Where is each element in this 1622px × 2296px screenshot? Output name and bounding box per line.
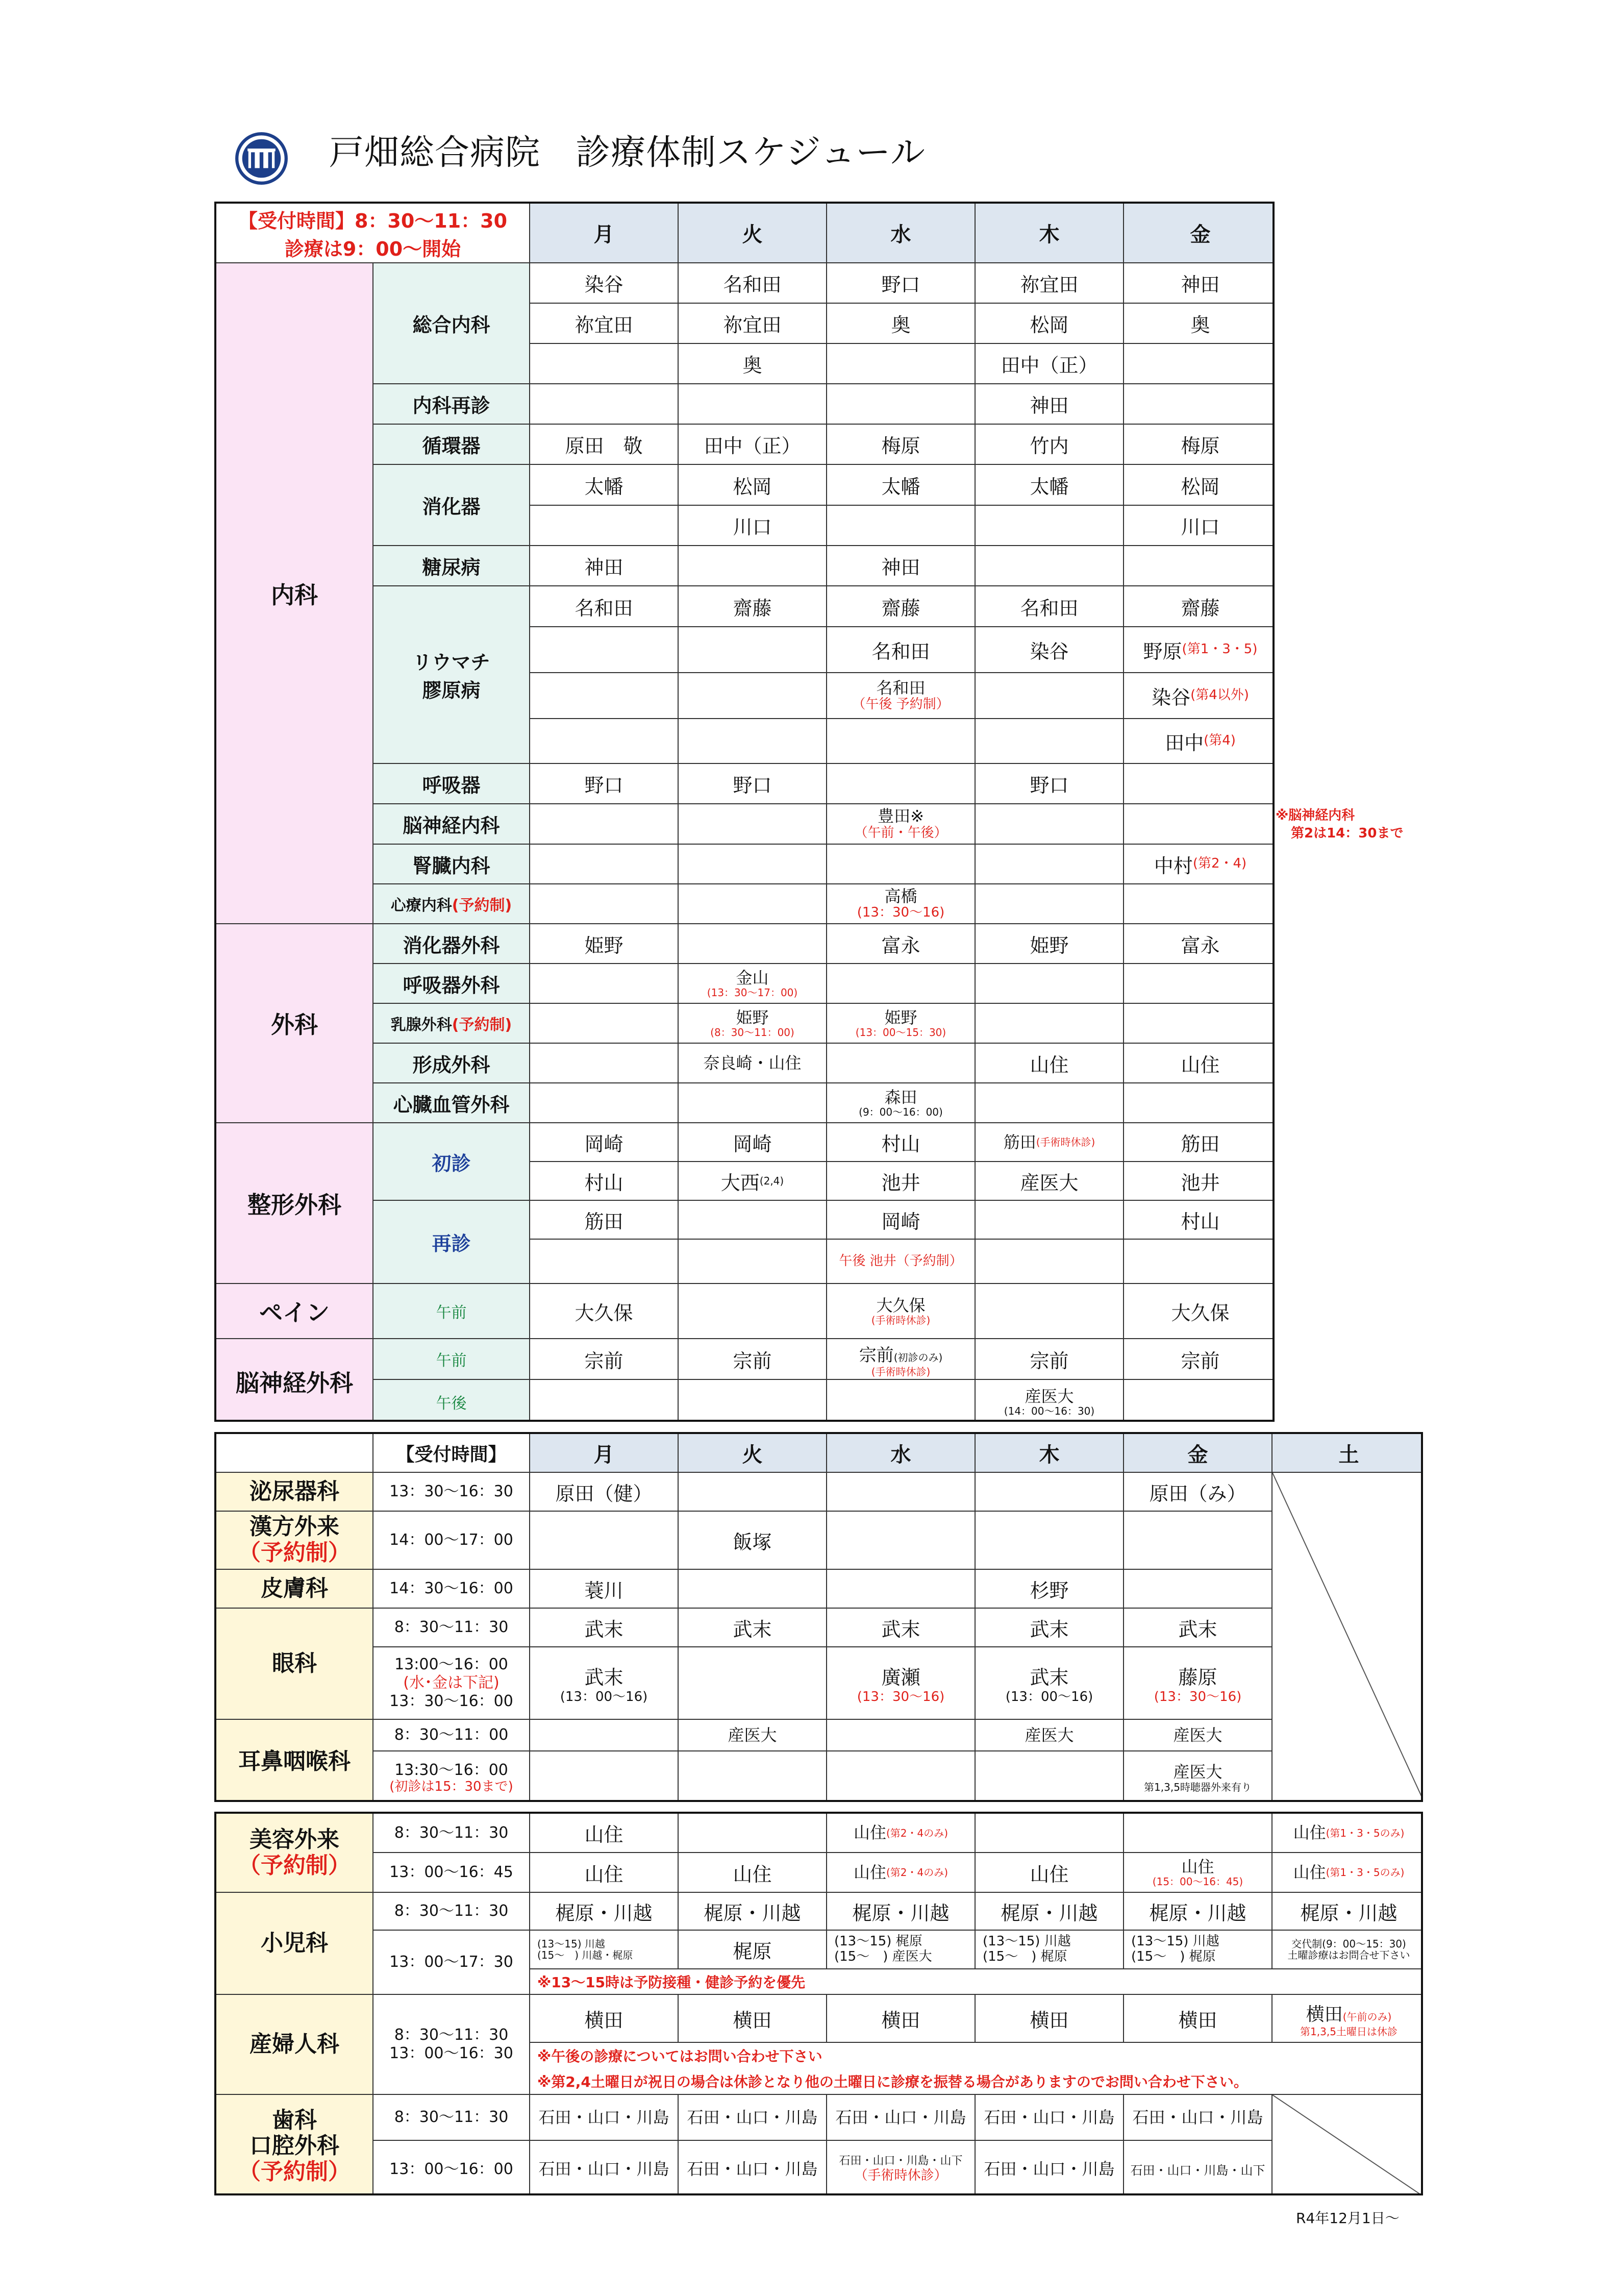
s2-day-wed: 水 (827, 1434, 976, 1473)
shika-time2: 13：00〜16：00 (373, 2141, 530, 2195)
jinzo-mon (530, 845, 679, 884)
sogo-r3-thu: 田中（正） (976, 344, 1124, 384)
s2-day-thu: 木 (976, 1434, 1124, 1473)
shoka-r1-mon: 太幡 (530, 465, 679, 506)
shika-r2-mon: 石田・山口・川島 (530, 2141, 679, 2195)
kampo-tue: 飯塚 (679, 1512, 827, 1570)
kokyugeka-tue: 金山 (13：30〜17：00) (679, 964, 827, 1004)
dept-kokyuki: 呼吸器 (373, 764, 530, 804)
sogo-r3-wed (827, 344, 976, 384)
shoni-r1-tue: 梶原・川越 (679, 1893, 827, 1931)
hifu-fri (1124, 1570, 1272, 1609)
keisei-fri: 山住 (1124, 1044, 1275, 1083)
ganka-r2-fri: 藤原 (13：30〜16) (1124, 1647, 1272, 1720)
reception-time-cell: 【受付時間】8：30〜11：30 診療は9：00〜開始 (216, 204, 530, 263)
dept-rheumatology: リウマチ 膠原病 (373, 586, 530, 764)
biyo-r2-mon: 山住 (530, 1853, 679, 1893)
pain-wed: 大久保 (手術時休診) (827, 1284, 976, 1339)
shinryo-fri (1124, 884, 1275, 924)
jibi-r2-thu (976, 1751, 1124, 1802)
seikei-saishin: 再診 (373, 1201, 530, 1284)
dept-ganka: 眼科 (216, 1609, 373, 1720)
category-noshinkei-geka: 脳神経外科 (216, 1339, 373, 1422)
naika-geka-schedule-table (214, 202, 1275, 1422)
biyo-r1-mon: 山住 (530, 1814, 679, 1853)
noshinkei-fri (1124, 804, 1275, 845)
dept-naika-saishin: 内科再診 (373, 384, 530, 425)
pain-gozen: 午前 (373, 1284, 530, 1339)
shinzo-tue (679, 1083, 827, 1123)
noge-am-thu: 宗前 (976, 1339, 1124, 1380)
shoka-r1-wed: 太幡 (827, 465, 976, 506)
shika-time1: 8：30〜11：30 (373, 2095, 530, 2141)
dept-sanfujinka: 産婦人科 (216, 1995, 373, 2095)
nyusen-wed: 姫野 (13：00〜15：30) (827, 1004, 976, 1044)
saishin-tue (679, 384, 827, 425)
shika-r1-wed: 石田・山口・川島 (827, 2095, 976, 2141)
biyo-r1-tue (679, 1814, 827, 1853)
ganka-r1-wed: 武末 (827, 1609, 976, 1647)
other-depts-table (214, 1432, 1423, 1802)
dept-shonika: 小児科 (216, 1893, 373, 1995)
noge-gozen: 午前 (373, 1339, 530, 1380)
saishin-wed (827, 384, 976, 425)
shoni-r2-tue: 梶原 (679, 1931, 827, 1969)
keisei-wed (827, 1044, 976, 1083)
category-seikei-geka: 整形外科 (216, 1123, 373, 1284)
sanfu-sat: 横田(午前のみ) 第1,3,5土曜日は休診 (1272, 1995, 1423, 2043)
keisei-mon (530, 1044, 679, 1083)
biyo-r2-thu: 山住 (976, 1853, 1124, 1893)
saishin2-r2-fri (1124, 1240, 1275, 1284)
sogo-r3-tue: 奥 (679, 344, 827, 384)
shoka-r2-tue: 川口 (679, 506, 827, 546)
rheum-r3-tue (679, 673, 827, 719)
sanfu-mon: 横田 (530, 1995, 679, 2043)
kampo-fri (1124, 1512, 1272, 1570)
dept-jinzo-naika: 腎臓内科 (373, 845, 530, 884)
shoka-r2-wed (827, 506, 976, 546)
s2-day-mon: 月 (530, 1434, 679, 1473)
biyo-r2-fri: 山住 (15：00〜16：45) (1124, 1853, 1272, 1893)
dept-junkanki: 循環器 (373, 425, 530, 465)
kokyu-thu: 野口 (976, 764, 1124, 804)
shoka-r1-tue: 松岡 (679, 465, 827, 506)
ganka-r2-thu: 武末 (13：00〜16) (976, 1647, 1124, 1720)
biyo-r1-sat: 山住 (第1・3・5のみ) (1272, 1814, 1423, 1853)
rheum-r4-fri: 田中 (第4) (1124, 719, 1275, 764)
junkan-mon: 原田 敬 (530, 425, 679, 465)
shoshin-r2-thu: 産医大 (976, 1162, 1124, 1201)
hinyo-wed (827, 1473, 976, 1512)
day-header-thu: 木 (976, 204, 1124, 263)
effective-date: R4年12月1日〜 (1296, 2210, 1400, 2227)
shoshin-r1-mon: 岡崎 (530, 1123, 679, 1162)
day-header-wed: 水 (827, 204, 976, 263)
jibi-r1-thu: 産医大 (976, 1720, 1124, 1751)
saishin-mon (530, 384, 679, 425)
shoni-r2-mon: (13〜15) 川越 (15〜 ) 川越・梶原 (530, 1931, 679, 1969)
kokyu-mon: 野口 (530, 764, 679, 804)
rheum-r1-fri: 齋藤 (1124, 586, 1275, 627)
shokageka-thu: 姫野 (976, 924, 1124, 964)
saishin2-r1-mon: 筋田 (530, 1201, 679, 1240)
shoni-r1-wed: 梶原・川越 (827, 1893, 976, 1931)
s2-day-sat: 土 (1272, 1434, 1423, 1473)
shinryo-mon (530, 884, 679, 924)
shoshin-r1-wed: 村山 (827, 1123, 976, 1162)
kokyugeka-thu (976, 964, 1124, 1004)
sogo-r1-thu: 祢宜田 (976, 263, 1124, 304)
jibi-r1-mon (530, 1720, 679, 1751)
noshinkei-wed: 豊田※ （午前・午後） (827, 804, 976, 845)
saishin2-r2-thu (976, 1240, 1124, 1284)
shoshin-r2-fri: 池井 (1124, 1162, 1275, 1201)
category-geka: 外科 (216, 924, 373, 1123)
shinryo-wed: 高橋 (13：30〜16) (827, 884, 976, 924)
nyusen-mon (530, 1004, 679, 1044)
hifu-tue (679, 1570, 827, 1609)
jibi-r2-tue (679, 1751, 827, 1802)
kampo-mon (530, 1512, 679, 1570)
noge-pm-mon (530, 1380, 679, 1422)
noshinkei-mon (530, 804, 679, 845)
tonyo-tue (679, 546, 827, 586)
shinzo-mon (530, 1083, 679, 1123)
shoka-r1-fri: 松岡 (1124, 465, 1275, 506)
shoni-r2-fri: (13〜15) 川越 (15〜 ) 梶原 (1124, 1931, 1272, 1969)
shoshin-r1-fri: 筋田 (1124, 1123, 1275, 1162)
shinryo-thu (976, 884, 1124, 924)
sogo-r1-tue: 名和田 (679, 263, 827, 304)
dept-nyusen-geka: 乳腺外科 (予約制) (373, 1004, 530, 1044)
shoshin-r2-wed: 池井 (827, 1162, 976, 1201)
s3-saturday-closed (1272, 2095, 1423, 2195)
diagonal-strike-icon (1272, 1473, 1423, 1802)
hinyo-mon: 原田（健） (530, 1473, 679, 1512)
saishin-thu: 神田 (976, 384, 1124, 425)
keisei-tue: 奈良崎・山住 (679, 1044, 827, 1083)
shinzo-fri (1124, 1083, 1275, 1123)
rheum-r2-wed: 名和田 (827, 627, 976, 673)
ganka-r1-mon: 武末 (530, 1609, 679, 1647)
shokageka-fri: 富永 (1124, 924, 1275, 964)
jibi-r2-mon (530, 1751, 679, 1802)
noge-am-mon: 宗前 (530, 1339, 679, 1380)
tonyo-fri (1124, 546, 1275, 586)
shika-r2-tue: 石田・山口・川島 (679, 2141, 827, 2195)
seikei-shoshin: 初診 (373, 1123, 530, 1201)
hifu-mon: 蓑川 (530, 1570, 679, 1609)
junkan-tue: 田中（正） (679, 425, 827, 465)
pain-thu (976, 1284, 1124, 1339)
shoni-r1-thu: 梶原・川越 (976, 1893, 1124, 1931)
sanfu-wed: 横田 (827, 1995, 976, 2043)
shokageka-tue (679, 924, 827, 964)
pain-tue (679, 1284, 827, 1339)
noshinkei-tue (679, 804, 827, 845)
s2-day-tue: 火 (679, 1434, 827, 1473)
shika-r2-wed: 石田・山口・川島・山下 （手術時休診） (827, 2141, 976, 2195)
pain-fri: 大久保 (1124, 1284, 1275, 1339)
kokyugeka-wed (827, 964, 976, 1004)
shoni-r1-fri: 梶原・川越 (1124, 1893, 1272, 1931)
jinzo-wed (827, 845, 976, 884)
day-header-fri: 金 (1124, 204, 1275, 263)
noge-am-fri: 宗前 (1124, 1339, 1275, 1380)
ganka-time1: 8：30〜11：30 (373, 1609, 530, 1647)
diagonal-strike-icon (1272, 2095, 1423, 2195)
rheum-r3-thu (976, 673, 1124, 719)
ganka-r1-fri: 武末 (1124, 1609, 1272, 1647)
shinryo-tue (679, 884, 827, 924)
shika-r1-mon: 石田・山口・川島 (530, 2095, 679, 2141)
noge-am-wed: 宗前(初診のみ) (手術時休診) (827, 1339, 976, 1380)
sogo-r2-tue: 祢宜田 (679, 304, 827, 344)
shoshin-r2-tue: 大西 (2,4) (679, 1162, 827, 1201)
jibi-r1-wed (827, 1720, 976, 1751)
shika-r1-thu: 石田・山口・川島 (976, 2095, 1124, 2141)
kokyugeka-fri (1124, 964, 1275, 1004)
saishin2-r2-tue (679, 1240, 827, 1284)
dept-hinyoki: 泌尿器科 (216, 1473, 373, 1512)
hinyo-thu (976, 1473, 1124, 1512)
rheum-r3-fri: 染谷 (第4以外) (1124, 673, 1275, 719)
saishin2-r1-tue (679, 1201, 827, 1240)
tonyo-mon: 神田 (530, 546, 679, 586)
dept-biyo: 美容外来 （予約制） (216, 1814, 373, 1893)
jinzo-fri: 中村 (第2・4) (1124, 845, 1275, 884)
noshinkei-side-note-title: ※脳神経内科 (1276, 808, 1355, 823)
biyo-r1-fri (1124, 1814, 1272, 1853)
dept-kampo: 漢方外来 （予約制） (216, 1512, 373, 1570)
rheum-r1-wed: 齋藤 (827, 586, 976, 627)
s2-blank-header (216, 1434, 373, 1473)
rheum-r3-mon (530, 673, 679, 719)
noshinkei-thu (976, 804, 1124, 845)
dept-sogo-naika: 総合内科 (373, 263, 530, 384)
dept-shokaki-geka: 消化器外科 (373, 924, 530, 964)
shoka-r2-mon (530, 506, 679, 546)
biyo-time1: 8：30〜11：30 (373, 1814, 530, 1853)
rheum-r4-thu (976, 719, 1124, 764)
sogo-r2-fri: 奥 (1124, 304, 1275, 344)
tonyo-thu (976, 546, 1124, 586)
hifu-thu: 杉野 (976, 1570, 1124, 1609)
special-depts-table (214, 1812, 1423, 2195)
saishin2-r2-mon (530, 1240, 679, 1284)
junkan-fri: 梅原 (1124, 425, 1275, 465)
kokyu-tue: 野口 (679, 764, 827, 804)
jibi-r1-fri: 産医大 (1124, 1720, 1272, 1751)
shika-r2-fri: 石田・山口・川島・山下 (1124, 2141, 1272, 2195)
rheum-r4-mon (530, 719, 679, 764)
day-header-mon: 月 (530, 204, 679, 263)
dept-shokaki: 消化器 (373, 465, 530, 546)
kampo-time: 14：00〜17：00 (373, 1512, 530, 1570)
saishin2-r1-fri: 村山 (1124, 1201, 1275, 1240)
noge-pm-wed (827, 1380, 976, 1422)
hifu-time: 14：30〜16：00 (373, 1570, 530, 1609)
saishin-fri (1124, 384, 1275, 425)
jibi-r2-fri: 産医大 第1,3,5時聴器外来有り (1124, 1751, 1272, 1802)
biyo-time2: 13：00〜16：45 (373, 1853, 530, 1893)
shinzo-thu (976, 1083, 1124, 1123)
shoshin-r1-tue: 岡崎 (679, 1123, 827, 1162)
sanfu-time: 8：30〜11：30 13：00〜16：30 (373, 1995, 530, 2095)
rheum-r2-fri: 野原 (第1・3・5) (1124, 627, 1275, 673)
junkan-thu: 竹内 (976, 425, 1124, 465)
shinzo-wed: 森田 (9：00〜16：00) (827, 1083, 976, 1123)
category-pain: ペイン (216, 1284, 373, 1339)
page-title: 戸畑総合病院 診療体制スケジュール (329, 133, 926, 173)
saishin2-r2-wed: 午後 池井（予約制） (827, 1240, 976, 1284)
dept-noshinkei-naika: 脳神経内科 (373, 804, 530, 845)
ganka-time2: 13:00〜16：00 (水･金は下記) 13：30〜16：00 (373, 1647, 530, 1720)
dept-keisei-geka: 形成外科 (373, 1044, 530, 1083)
s2-day-fri: 金 (1124, 1434, 1272, 1473)
ganka-r1-tue: 武末 (679, 1609, 827, 1647)
jibi-r1-tue: 産医大 (679, 1720, 827, 1751)
category-naika: 内科 (216, 263, 373, 924)
jibi-time2: 13:30〜16：00 (初診は15：30まで) (373, 1751, 530, 1802)
sanfu-thu: 横田 (976, 1995, 1124, 2043)
sogo-r2-mon: 祢宜田 (530, 304, 679, 344)
hifu-wed (827, 1570, 976, 1609)
tonyo-wed: 神田 (827, 546, 976, 586)
noge-pm-thu: 産医大 (14：00〜16：30) (976, 1380, 1124, 1422)
rheum-r4-tue (679, 719, 827, 764)
sogo-r2-wed: 奥 (827, 304, 976, 344)
shokageka-wed: 富永 (827, 924, 976, 964)
sanfu-tue: 横田 (679, 1995, 827, 2043)
shika-r1-fri: 石田・山口・川島 (1124, 2095, 1272, 2141)
rheum-r1-tue: 齋藤 (679, 586, 827, 627)
biyo-r1-thu (976, 1814, 1124, 1853)
nyusen-thu (976, 1004, 1124, 1044)
biyo-r2-sat: 山住 (第1・3・5のみ) (1272, 1853, 1423, 1893)
hinyo-tue (679, 1473, 827, 1512)
hinyo-time: 13：30〜16：30 (373, 1473, 530, 1512)
kampo-wed (827, 1512, 976, 1570)
shoni-note-row: ※13〜15時は予防接種・健診予約を優先 (530, 1969, 1423, 1995)
kampo-thu (976, 1512, 1124, 1570)
shoni-r2-wed: (13〜15) 梶原 (15〜 ) 産医大 (827, 1931, 976, 1969)
shoshin-r2-mon: 村山 (530, 1162, 679, 1201)
biyo-r2-wed: 山住 (第2・4のみ) (827, 1853, 976, 1893)
rheum-r1-mon: 名和田 (530, 586, 679, 627)
shoshin-r1-thu: 筋田 (手術時休診) (976, 1123, 1124, 1162)
noshinkei-side-note-body: 第2は14：30まで (1291, 826, 1404, 841)
shoka-r2-fri: 川口 (1124, 506, 1275, 546)
dept-shinzo-kekkan-geka: 心臓血管外科 (373, 1083, 530, 1123)
biyo-r1-wed: 山住 (第2・4のみ) (827, 1814, 976, 1853)
shoka-r2-thu (976, 506, 1124, 546)
sogo-r1-mon: 染谷 (530, 263, 679, 304)
kokyu-wed (827, 764, 976, 804)
sanfu-fri: 横田 (1124, 1995, 1272, 2043)
jibi-r2-wed (827, 1751, 976, 1802)
hospital-logo-icon (235, 132, 288, 185)
jinzo-thu (976, 845, 1124, 884)
keisei-thu: 山住 (976, 1044, 1124, 1083)
hinyo-fri: 原田（み） (1124, 1473, 1272, 1512)
day-header-tue: 火 (679, 204, 827, 263)
nyusen-tue: 姫野 (8：30〜11：00) (679, 1004, 827, 1044)
ganka-r2-wed: 廣瀬 (13：30〜16) (827, 1647, 976, 1720)
dept-shika-koku-geka: 歯科 口腔外科 （予約制） (216, 2095, 373, 2195)
biyo-r2-tue: 山住 (679, 1853, 827, 1893)
dept-tonyobyo: 糖尿病 (373, 546, 530, 586)
rheum-r2-tue (679, 627, 827, 673)
saishin2-r1-wed: 岡崎 (827, 1201, 976, 1240)
dept-shinryo-naika: 心療内科 (予約制) (373, 884, 530, 924)
shoni-r1-sat: 梶原・川越 (1272, 1893, 1423, 1931)
shoni-r2-sat: 交代制(9：00〜15：30) 土曜診療はお問合せ下さい (1272, 1931, 1423, 1969)
noge-pm-fri (1124, 1380, 1275, 1422)
s2-reception-header: 【受付時間】 (373, 1434, 530, 1473)
rheum-r1-thu: 名和田 (976, 586, 1124, 627)
rheum-r2-thu: 染谷 (976, 627, 1124, 673)
dept-kokyuki-geka: 呼吸器外科 (373, 964, 530, 1004)
shokageka-mon: 姫野 (530, 924, 679, 964)
ganka-r2-mon: 武末 (13：00〜16) (530, 1647, 679, 1720)
shika-r1-tue: 石田・山口・川島 (679, 2095, 827, 2141)
nyusen-fri (1124, 1004, 1275, 1044)
junkan-wed: 梅原 (827, 425, 976, 465)
noge-am-tue: 宗前 (679, 1339, 827, 1380)
shoni-r2-thu: (13〜15) 川越 (15〜 ) 梶原 (976, 1931, 1124, 1969)
sogo-r1-fri: 神田 (1124, 263, 1275, 304)
rheum-r2-mon (530, 627, 679, 673)
sogo-r3-fri (1124, 344, 1275, 384)
sogo-r2-thu: 松岡 (976, 304, 1124, 344)
jinzo-tue (679, 845, 827, 884)
sogo-r3-mon (530, 344, 679, 384)
saishin2-r1-thu (976, 1201, 1124, 1240)
shika-r2-thu: 石田・山口・川島 (976, 2141, 1124, 2195)
kokyugeka-mon (530, 964, 679, 1004)
noge-gogo: 午後 (373, 1380, 530, 1422)
s2-saturday-closed (1272, 1473, 1423, 1802)
kokyu-fri (1124, 764, 1275, 804)
shoni-time1: 8：30〜11：30 (373, 1893, 530, 1931)
sanfu-note-row: ※午後の診療についてはお問い合わせ下さい ※第2,4土曜日が祝日の場合は休診となり他の土曜日に診療を振替る場合がありますのでお問い合わせ下さい。 (530, 2043, 1423, 2095)
ganka-r2-tue (679, 1647, 827, 1720)
noge-pm-tue (679, 1380, 827, 1422)
pain-mon: 大久保 (530, 1284, 679, 1339)
rheum-r4-wed (827, 719, 976, 764)
jibi-time1: 8：30〜11：00 (373, 1720, 530, 1751)
dept-hifuka: 皮膚科 (216, 1570, 373, 1609)
ganka-r1-thu: 武末 (976, 1609, 1124, 1647)
rheum-r3-wed: 名和田 （午後 予約制） (827, 673, 976, 719)
sogo-r1-wed: 野口 (827, 263, 976, 304)
dept-jibi-inkoka: 耳鼻咽喉科 (216, 1720, 373, 1802)
shoni-time2: 13：00〜17：30 (373, 1931, 530, 1995)
shoni-r1-mon: 梶原・川越 (530, 1893, 679, 1931)
shoka-r1-thu: 太幡 (976, 465, 1124, 506)
